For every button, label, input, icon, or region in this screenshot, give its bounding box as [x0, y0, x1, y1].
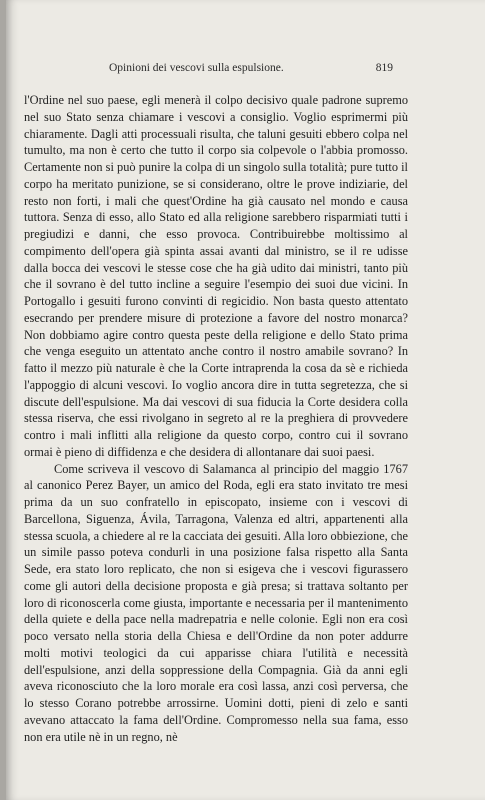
- body-text: [24, 92, 408, 745]
- running-title: Opinioni dei vescovi sulla espulsione.: [109, 62, 284, 74]
- page-header: [6, 62, 485, 76]
- paragraph: Come scriveva il vescovo di Salamanca al principio del maggio 1767 al canonico Perez Bayer, un amico del Roda, egli era stato invitato tre mesi prima da un suo confratello in episcopato, insieme con i vescovi di Barcellona, Siguenza, Ávila, Tarragona, Valenza ed altri, appartenenti alla stessa scuola, a chiedere al re la cacciata dei gesuiti. Alla loro obbiezione, che un simile passo poteva condurli in una posizione falsa rispetto alla Santa Sede, era stato loro replicato, che non si esigeva che i vescovi figurassero come gli autori della decisione proposta e già presa; si trattava soltanto per loro di riconoscerla come giusta, importante e necessaria per il mantenimento della quiete e della pace nella madrepatria e nelle colonie. Egli non era così poco versato nella storia della Chiesa e dell'Ordine da non poter addurre molti motivi teologici da cui apparisse chiara l'utilità e necessità dell'espulsione, anzi della soppressione della Compagnia. Già da anni egli aveva riconosciuto che la loro morale era così lassa, anzi così perversa, che lo stesso Corano potrebbe arrossirne. Uomini dotti, pieni di zelo e santi avevano attaccato la fama dell'Ordine. Compromesso nella sua fama, esso non era utile nè in un regno, nè: [24, 461, 408, 744]
- paragraph: l'Ordine nel suo paese, egli menerà il colpo decisivo quale padrone supremo nel suo Stato senza chiamare i vescovi a consiglio. Voglio esprimermi più chiaramente. Dagli atti processuali risulta, che taluni gesuiti ebbero colpa nel tumulto, ma non è certo che tutto il corpo sia colpevole o l'abbia promosso. Certamente non si può punire la colpa di un singolo sulla totalità; pure tutto il corpo ha meritato punizione, se si considerano, oltre le prove indiziarie, del resto non forti, i mali che quest'Ordine ha già causato nel mondo e causa tuttora. Senza di esso, allo Stato ed alla religione sarebbero risparmiati tutti i pregiudizi e danni, che esso provoca. Contribuirebbe moltissimo al compimento dell'opera già spinta assai avanti dal ministro, se il re udisse dalla bocca dei vescovi le stesse cose che ha già udito dai ministri, tanto più che il sovrano è del tutto incline a seguire l'esempio dei suoi due vicini. In Portogallo i gesuiti furono convinti di regicidio. Non basta questo attentato esecrando per prendere misure di protezione a favore del nostro monarca? Non dobbiamo agire contro questa peste della religione e dello Stato prima che venga eseguito un attentato anche contro il nostro amabile sovrano? In fatto il mezzo più naturale è che la Corte intraprenda la cosa da sè e richieda l'appoggio di alcuni vescovi. Io voglio ancora dire in tutta segretezza, che si discute dell'espulsione. Ma dai vescovi di sua fiducia la Corte desidera colla stessa riserva, che essi rivolgano in segreto al re la preghiera di provvedere contro i mali inflitti alla religione da questo corpo, contro cui il sovrano ormai è pieno di diffidenza e che desidera di allontanare dai suoi paesi.: [24, 93, 408, 459]
- page-number: 819: [375, 62, 393, 74]
- book-page: [6, 0, 485, 800]
